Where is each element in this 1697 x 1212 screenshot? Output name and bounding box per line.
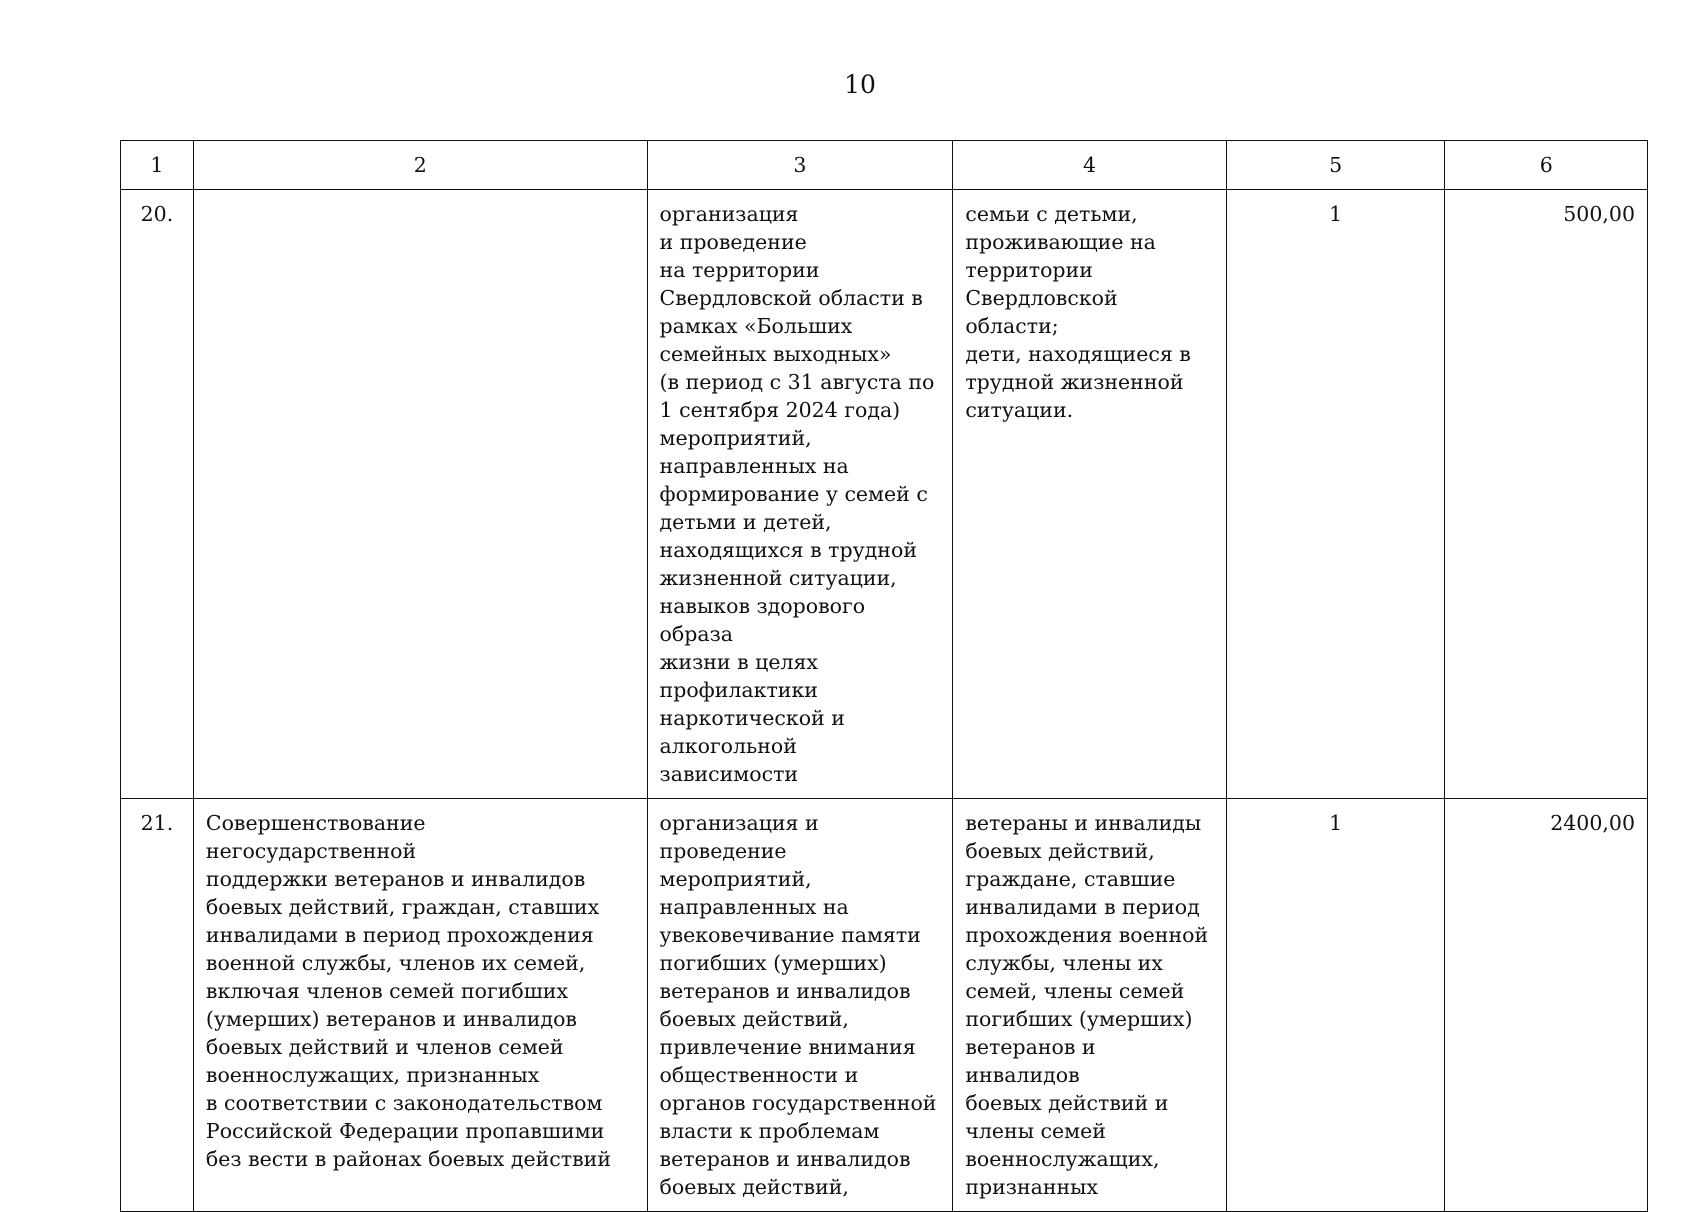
activity-cell: организация и проведение на территории Свердловской области в рамках «Больших семейных выходных» (в период с 31 августа по 1 сентября 2024 года) мероприятий, направленных на формирование у семей с детьми и детей, находящихся в трудной жизненной ситуации, навыков здорового образа жизни в целях профилактики наркотической и алкогольной зависимости	[647, 190, 953, 799]
column-header-1: 1	[121, 141, 194, 190]
table-header-row	[121, 141, 1648, 190]
table-row	[121, 799, 1648, 1212]
column-header-6: 6	[1445, 141, 1648, 190]
row-number: 20.	[121, 190, 194, 799]
target-group-cell: ветераны и инвалиды боевых действий, граждане, ставшие инвалидами в период прохождения военной службы, члены их семей, члены семей погибших (умерших) ветеранов и инвалидов боевых действий и члены семей военнослужащих, признанных	[953, 799, 1226, 1212]
column-header-5: 5	[1226, 141, 1445, 190]
target-group-cell: семьи с детьми, проживающие на территории Свердловской области; дети, находящиеся в трудной жизненной ситуации.	[953, 190, 1226, 799]
column-header-4: 4	[953, 141, 1226, 190]
task-cell	[193, 190, 647, 799]
task-cell: Совершенствование негосударственной поддержки ветеранов и инвалидов боевых действий, граждан, ставших инвалидами в период прохождения военной службы, членов их семей, включая членов семей погибших (умерших) ветеранов и инвалидов боевых действий и членов семей военнослужащих, признанных в соответствии с законодательством Российской Федерации пропавшими без вести в районах боевых действий	[193, 799, 647, 1212]
amount-cell: 500,00	[1445, 190, 1648, 799]
program-table	[120, 140, 1648, 1212]
column-header-2: 2	[193, 141, 647, 190]
activity-cell: организация и проведение мероприятий, направленных на увековечивание памяти погибших (умерших) ветеранов и инвалидов боевых действий, привлечение внимания общественности и органов государственной власти к проблемам ветеранов и инвалидов боевых действий,	[647, 799, 953, 1212]
amount-cell: 2400,00	[1445, 799, 1648, 1212]
page-number: 10	[844, 70, 876, 99]
table-row	[121, 190, 1648, 799]
quantity-cell: 1	[1226, 190, 1445, 799]
row-number: 21.	[121, 799, 194, 1212]
quantity-cell: 1	[1226, 799, 1445, 1212]
column-header-3: 3	[647, 141, 953, 190]
